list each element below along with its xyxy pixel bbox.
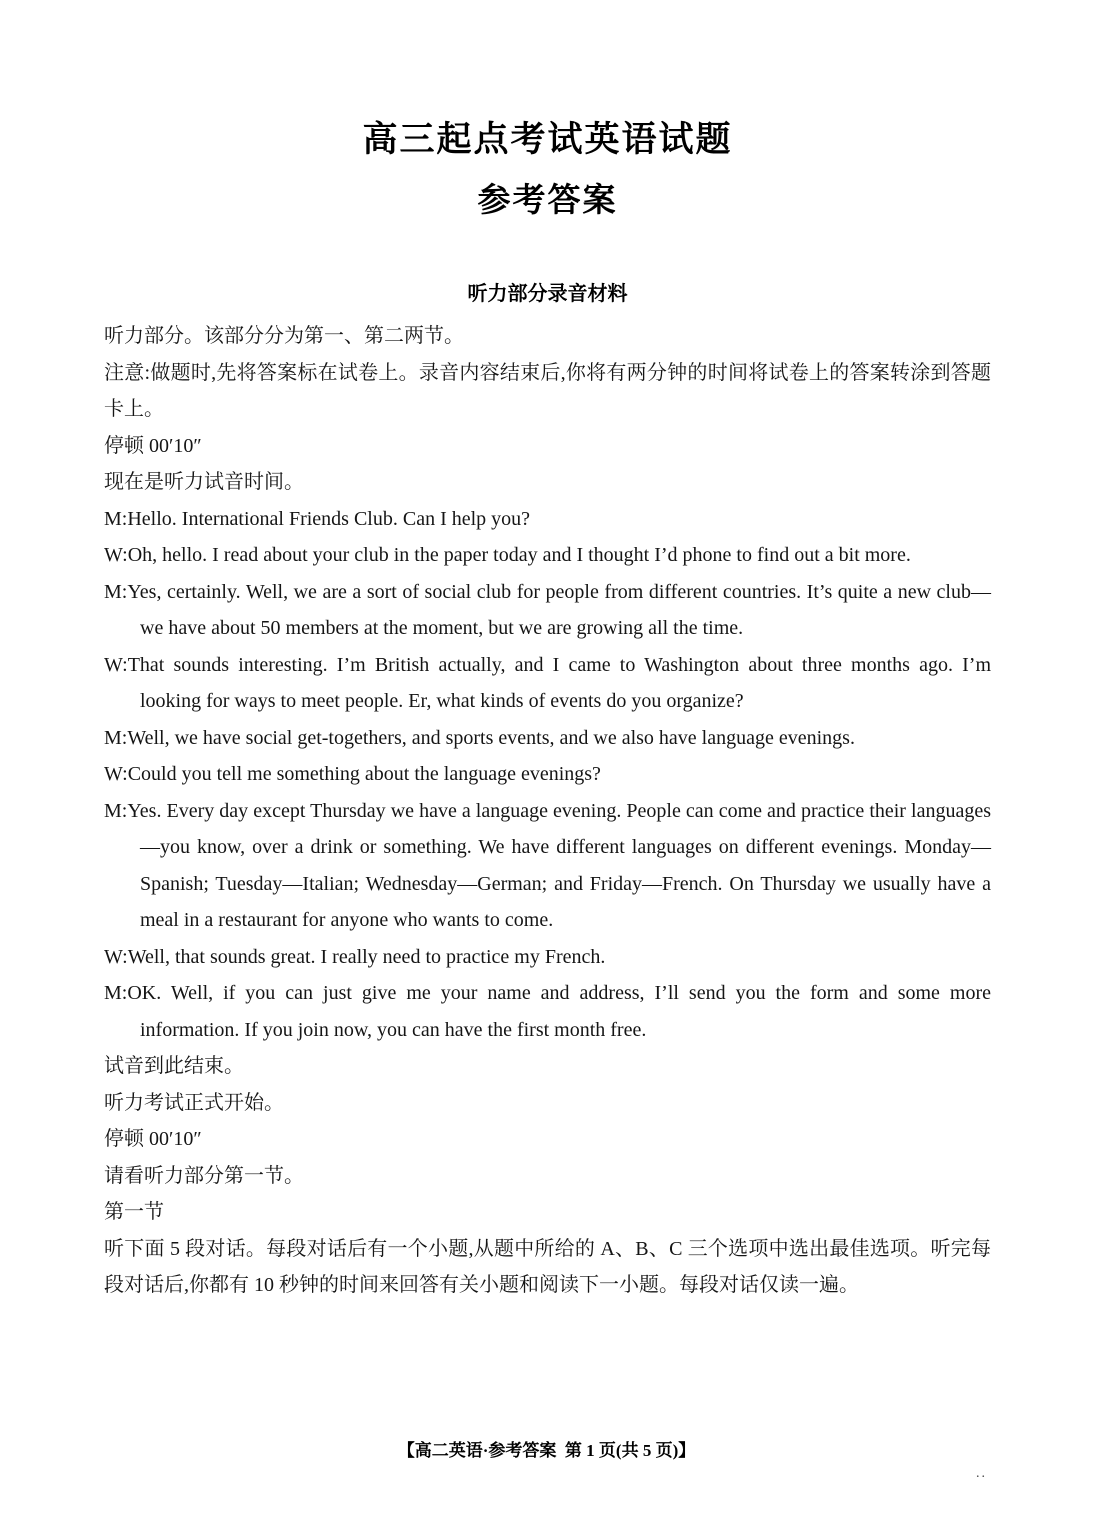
line-text: 听力考试正式开始。: [104, 1091, 284, 1114]
speaker-prefix: W:: [104, 544, 128, 566]
speaker-prefix: M:: [104, 580, 128, 603]
dialogue-line: [104, 574, 991, 647]
speaker-prefix: W:: [104, 763, 128, 785]
transcript-line: [104, 318, 991, 355]
line-text: Well, we have social get-togethers, and sports events, and we also have language evenings.: [127, 726, 855, 749]
line-text: 停顿 00′10″: [104, 434, 202, 457]
line-text: Could you tell me something about the language evenings?: [127, 763, 601, 785]
transcript-line: [104, 428, 991, 465]
transcript-line: [104, 464, 991, 501]
line-text: OK. Well, if you can just give me your name and address, I’ll send you the form and some more information. If you join now, you can have the first month free.: [127, 982, 991, 1041]
line-text: 停顿 00′10″: [104, 1128, 202, 1150]
page-footer: 【高二英语·参考答案 第 1 页(共 5 页)】: [397, 1441, 696, 1460]
section-heading: 听力部分录音材料: [467, 283, 628, 305]
line-text: 听下面 5 段对话。每段对话后有一个小题,从题中所给的 A、B、C 三个选项中选出最佳选项。听完每段对话后,你都有 10 秒钟的时间来回答有关小题和阅读下一小题。每段对话仅读一遍。: [104, 1237, 991, 1296]
dialogue-line: [104, 720, 991, 757]
listening-transcript: [104, 318, 991, 1304]
dialogue-line: [104, 975, 991, 1048]
transcript-line: [104, 1231, 991, 1304]
line-text: 听力部分。该部分分为第一、第二两节。: [104, 325, 464, 347]
line-text: Yes, certainly. Well, we are a sort of social club for people from different countries. It’s quite a new club—we have about 50 members at the moment, but we are growing all the time.: [127, 580, 991, 639]
speaker-prefix: M:: [104, 507, 128, 530]
page-subtitle: 参考答案: [477, 183, 618, 219]
line-text: 第一节: [104, 1201, 164, 1223]
line-text: That sounds interesting. I’m British actually, and I came to Washington about three months ago. I’m looking for ways to meet people. Er, what kinds of events do you organize?: [127, 653, 991, 712]
line-text: 请看听力部分第一节。: [104, 1164, 304, 1187]
speaker-prefix: W:: [104, 945, 128, 968]
dialogue-line: [104, 939, 991, 976]
speaker-prefix: M:: [104, 982, 128, 1004]
transcript-line: [104, 355, 991, 428]
trailing-dots: ..: [976, 1466, 987, 1481]
transcript-line: [104, 1158, 991, 1195]
transcript-line: [104, 1048, 991, 1085]
speaker-prefix: M:: [104, 799, 128, 822]
line-text: Well, that sounds great. I really need to practice my French.: [127, 945, 606, 968]
transcript-line: [104, 1121, 991, 1158]
dialogue-line: [104, 647, 991, 720]
line-text: 注意:做题时,先将答案标在试卷上。录音内容结束后,你将有两分钟的时间将试卷上的答案转涂到答题卡上。: [104, 361, 991, 420]
page-title: 高三起点考试英语试题: [362, 120, 733, 159]
line-text: Hello. International Friends Club. Can I help you?: [127, 507, 531, 530]
speaker-prefix: M:: [104, 726, 128, 749]
dialogue-line: [104, 501, 991, 538]
dialogue-line: [104, 537, 991, 574]
line-text: Yes. Every day except Thursday we have a language evening. People can come and practice their languages—you know, over a drink or something. We have different languages on different evenings. Monday—Spanish; Tuesday—Italian; Wednesday—German; and Friday—French. On Thursday we usually have a meal in a restaurant for anyone who wants to come.: [127, 799, 991, 931]
line-text: 试音到此结束。: [104, 1055, 244, 1077]
transcript-line: [104, 1194, 991, 1231]
line-text: Oh, hello. I read about your club in the paper today and I thought I’d phone to find out a bit more.: [127, 544, 911, 566]
dialogue-line: [104, 756, 991, 793]
dialogue-line: [104, 793, 991, 939]
speaker-prefix: W:: [104, 653, 128, 676]
line-text: 现在是听力试音时间。: [104, 471, 304, 493]
transcript-line: [104, 1085, 991, 1122]
